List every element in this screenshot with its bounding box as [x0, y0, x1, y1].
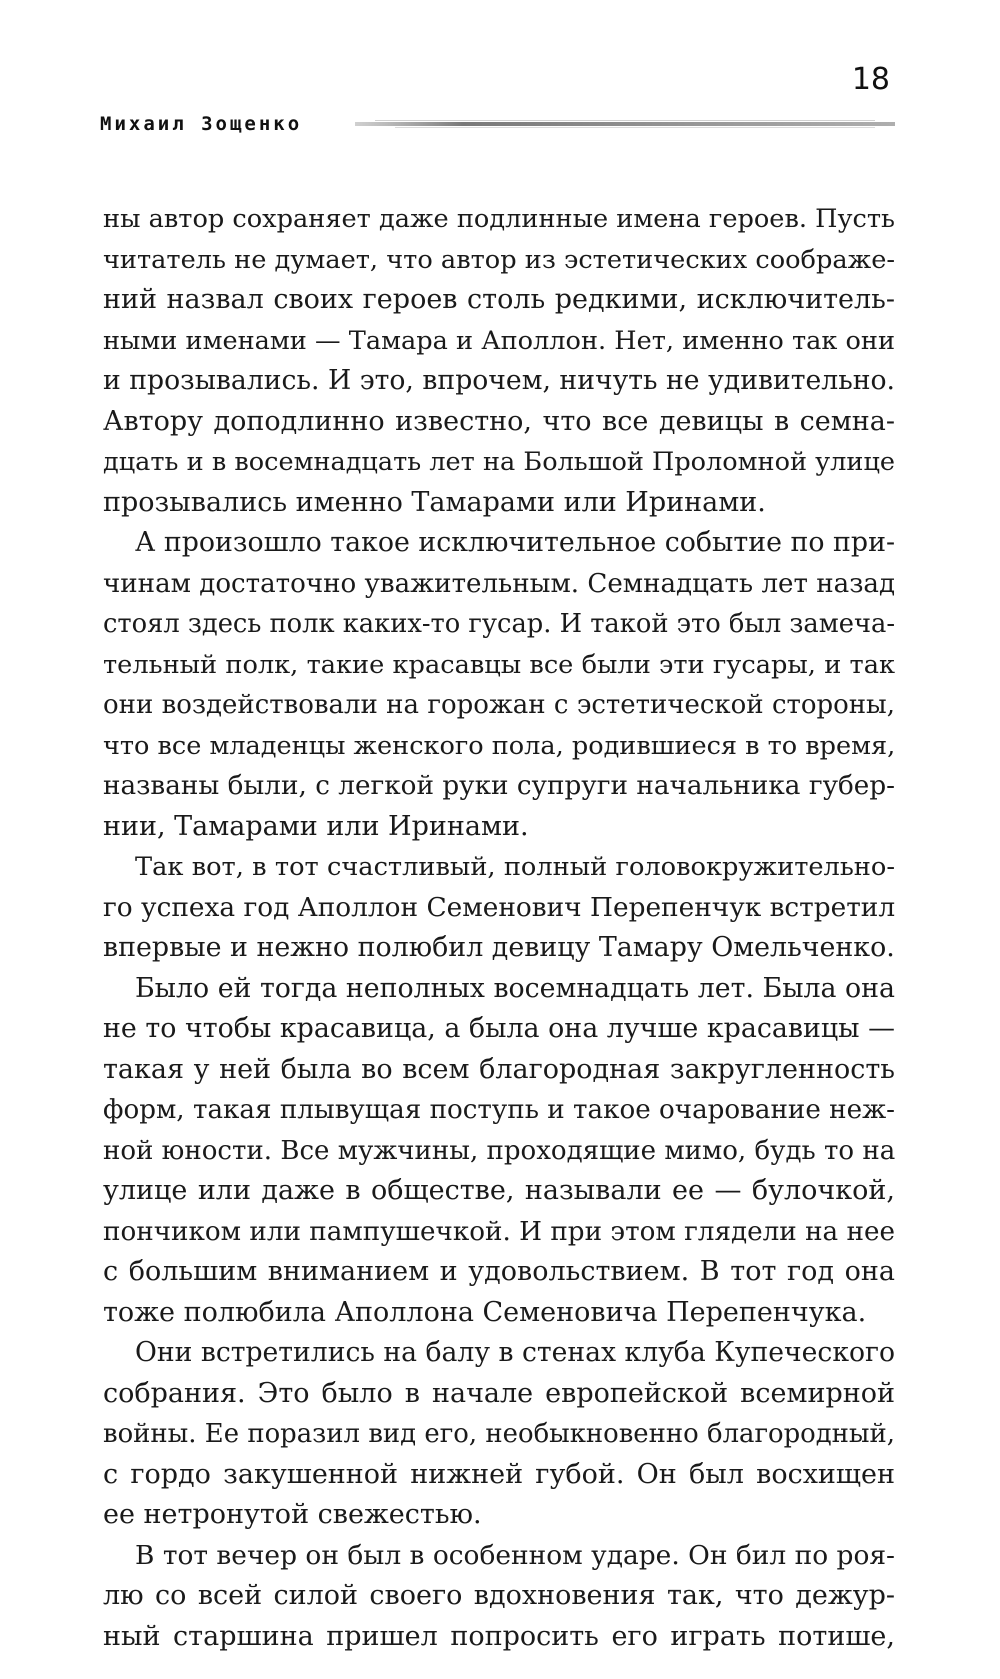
text-line: Так вот, в тот счастливый, полный головокружительно- — [135, 852, 895, 882]
text-line: ний назвал своих героев столь редкими, исключитель- — [103, 284, 895, 315]
text-line: В тот вечер он был в особенном ударе. Он бил по роя- — [135, 1539, 895, 1571]
text-line: впервые и нежно полюбил девицу Тамару Омельченко. — [103, 932, 895, 963]
text-line: ный старшина пришел попросить его играть потише, — [103, 1620, 895, 1652]
body-text — [103, 199, 895, 1657]
header-rule — [355, 118, 895, 130]
text-line: форм, такая плывущая поступь и такое очарование неж- — [103, 1095, 895, 1125]
text-line: названы были, с легкой руки супруги начальника губер- — [103, 771, 895, 801]
text-line: го успеха год Аполлон Семенович Перепенчук встретил — [103, 892, 896, 923]
text-line: Автору доподлинно известно, что все девицы в семна- — [103, 405, 895, 437]
text-line: и прозывались. И это, впрочем, ничуть не удивительно. — [103, 365, 895, 396]
text-line: такая у ней была во всем благородная закругленность — [103, 1053, 895, 1085]
text-line: ными именами — Тамара и Аполлон. Нет, именно так они — [103, 325, 895, 356]
paragraph — [103, 1536, 895, 1658]
text-line: стоял здесь полк каких-то гусар. И такой это был замеча- — [103, 609, 896, 639]
text-line: ны автор сохраняет даже подлинные имена героев. Пусть — [103, 204, 895, 234]
text-line: ее нетронутой свежестью. — [103, 1499, 482, 1530]
text-line: с большим вниманием и удовольствием. В тот год она — [103, 1256, 895, 1287]
text-line: что все младенцы женского пола, родившиеся в то время, — [103, 730, 896, 761]
text-line: Они встретились на балу в стенах клуба Купеческого — [135, 1337, 895, 1368]
text-line: с гордо закушенной нижней губой. Он был восхищен — [103, 1458, 895, 1490]
running-head-author: Михаил Зощенко — [100, 113, 303, 135]
page-number: 18 — [851, 62, 890, 97]
text-line: пончиком или пампушечкой. И при этом глядели на нее — [103, 1216, 895, 1247]
text-line: не то чтобы красавица, а была она лучше красавицы — — [103, 1013, 895, 1044]
paragraph — [103, 523, 895, 847]
text-line: ной юности. Все мужчины, проходящие мимо, будь то на — [103, 1135, 896, 1166]
text-line: собрания. Это было в начале европейской всемирной — [103, 1377, 895, 1409]
paragraph — [103, 1333, 895, 1536]
paragraph — [103, 847, 895, 969]
text-line: прозывались именно Тамарами или Иринами. — [103, 486, 766, 518]
text-line: чинам достаточно уважительным. Семнадцать лет назад — [103, 568, 896, 599]
paragraph — [103, 969, 895, 1334]
text-line: войны. Ее поразил вид его, необыкновенно благородный, — [103, 1419, 895, 1449]
text-line: А произошло такое исключительное событие по при- — [135, 527, 895, 558]
text-line: они воздействовали на горожан с эстетической стороны, — [103, 690, 895, 720]
paragraph — [103, 199, 895, 523]
text-line: нии, Тамарами или Иринами. — [103, 810, 529, 842]
text-line: дцать и в восемнадцать лет на Большой Проломной улице — [103, 447, 895, 477]
text-line: тельный полк, такие красавцы все были эти гусары, и так — [103, 649, 895, 680]
text-line: читатель не думает, что автор из эстетических соображе- — [103, 244, 895, 275]
text-line: тоже полюбила Аполлона Семеновича Перепенчука. — [103, 1296, 867, 1328]
text-line: улице или даже в обществе, называли ее — булочкой, — [103, 1175, 895, 1206]
text-line: лю со всей силой своего вдохновения так, что дежур- — [103, 1580, 895, 1611]
text-line: Было ей тогда неполных восемнадцать лет. Была она — [135, 972, 895, 1004]
